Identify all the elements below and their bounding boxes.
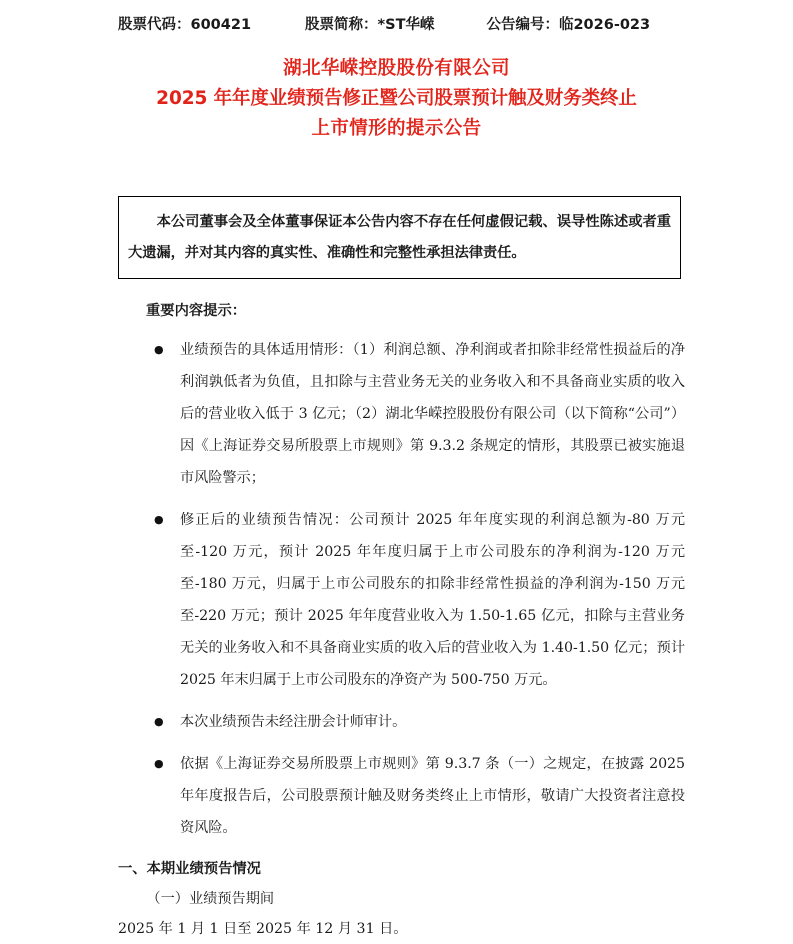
important-notice-label: 重要内容提示： xyxy=(146,303,247,319)
document-header xyxy=(118,13,682,34)
title-line-subject: 2025 年年度业绩预告修正暨公司股票预计触及财务类终止 xyxy=(156,88,637,109)
stock-code: 股票代码：600421 xyxy=(118,17,252,33)
disclaimer-text: 本公司董事会及全体董事保证本公告内容不存在任何虚假记载、误导性陈述或者重大遗漏，并对其内容的真实性、准确性和完整性承担法律责任。 xyxy=(128,214,671,261)
list-item: ● 修正后的业绩预告情况：公司预计 2025 年年度实现的利润总额为-80 万元至-120 万元，预计 2025 年年度归属于上市公司股东的净利润为-120 万元至-180 万元，归属于上市公司股东的扣除非经常性损益的净利润为-150 万元至-220 万元；预计 2025 年年度营业收入为 1.50-1.65 亿元，扣除与主营业务无关的业务收入和不具备商业实质的收入后的营业收入为 1.40-1.50 亿元；预计 2025 年末归属于上市公司股东的净资产为 500-750 万元。 xyxy=(118,504,685,696)
list-item: ● 本次业绩预告未经注册会计师审计。 xyxy=(118,706,685,738)
disclaimer-box xyxy=(118,196,681,279)
list-item: ● 业绩预告的具体适用情形：（1）利润总额、净利润或者扣除非经常性损益后的净利润孰低者为负值，且扣除与主营业务无关的业务收入和不具备商业实质的收入后的营业收入低于 3 亿元；（2）湖北华嵘控股股份有限公司（以下简称“公司”）因《上海证券交易所股票上市规则》第 9.3.2 条规定的情形，其股票已被实施退市风险警示； xyxy=(118,334,685,494)
document-body xyxy=(118,300,685,944)
page-title xyxy=(60,54,733,144)
title-line-company: 湖北华嵘控股股份有限公司 xyxy=(283,58,510,79)
list-item: ● 依据《上海证券交易所股票上市规则》第 9.3.7 条（一）之规定，在披露 2025 年年度报告后，公司股票预计触及财务类终止上市情形，敬请广大投资者注意投资风险。 xyxy=(118,748,685,844)
forecast-period-text: 2025 年 1 月 1 日至 2025 年 12 月 31 日。 xyxy=(118,921,408,937)
important-notice-list xyxy=(118,334,685,844)
announcement-number: 公告编号：临2026-023 xyxy=(486,17,651,33)
title-line-suffix: 上市情形的提示公告 xyxy=(311,118,482,139)
subsection-heading-forecast-period: （一）业绩预告期间 xyxy=(146,891,275,907)
section-heading-one: 一、本期业绩预告情况 xyxy=(118,861,261,877)
stock-short-name: 股票简称：*ST华嵘 xyxy=(305,17,435,33)
